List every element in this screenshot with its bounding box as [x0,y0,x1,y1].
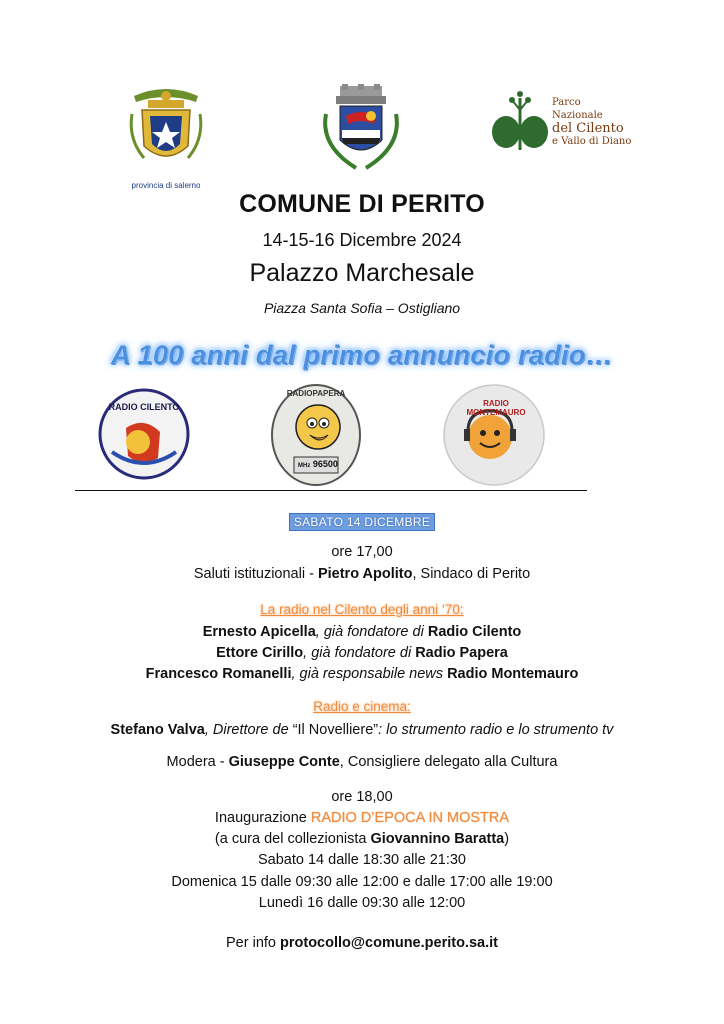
hours-sunday: Domenica 15 dalle 09:30 alle 12:00 e dalle 17:00 alle 19:00 [171,874,553,890]
section-2-heading: Radio e cinema: [313,699,411,714]
speaker-2-name: Ettore Cirillo [216,645,304,661]
speaker-4-desc: : lo strumento radio e lo strumento tv [378,722,614,738]
divider [75,490,587,491]
speaker-1 [0,622,724,642]
radio-papera-badge-icon [270,383,362,487]
day-heading [0,513,724,531]
hours-saturday: Sabato 14 dalle 18:30 alle 21:30 [257,852,466,868]
curator-name: Giovannino Baratta [370,831,505,847]
speaker-1-org: Radio Cilento [427,624,522,640]
speaker-1-name: Ernesto Apicella [202,624,316,640]
curator-suffix: ) [504,831,510,847]
inauguration-prefix: Inaugurazione [214,810,311,826]
radio-montemauro-label: RADIO MONTEMAURO [466,399,526,417]
radio-papera-frequency: 96500 [312,459,338,469]
parco-cilento-logo [490,90,630,160]
greetings-prefix: Saluti istituzionali - [193,566,318,582]
section-1-heading: La radio nel Cilento degli anni ‘70: [260,602,464,617]
speaker-2-role: , già fondatore di [303,645,416,661]
moderator-line [0,752,724,772]
day-badge: SABATO 14 DICEMBRE [289,513,435,531]
speaker-3 [0,664,724,684]
moderator-prefix: Modera - [166,754,229,770]
speaker-3-name: Francesco Romanelli [145,666,292,682]
speaker-4-role: , Direttore de [204,722,293,738]
moderator-name: Giuseppe Conte [228,754,340,770]
event-address: Piazza Santa Sofia – Ostigliano [263,300,461,316]
parco-text-3: e Vallo di Diano [552,136,632,147]
radio-cilento-label: RADIO CILENTO [108,402,180,412]
radio-papera-logo [270,383,362,487]
curator-prefix: (a cura del collezionista [214,831,371,847]
hours-monday: Lunedì 16 dalle 09:30 alle 12:00 [258,895,466,911]
radio-cilento-logo [98,388,190,480]
speaker-3-org: Radio Montemauro [447,666,579,682]
time-1800: ore 18,00 [331,789,393,805]
greetings-line [0,564,724,584]
perito-coat-of-arms-icon [316,84,406,184]
time-1700: ore 17,00 [331,544,393,560]
inauguration-line [0,808,724,828]
parco-text-1: Parco Nazionale [552,97,603,121]
speaker-1-role: , già fondatore di [315,624,428,640]
inauguration-highlight: RADIO D’EPOCA IN MOSTRA [310,810,510,826]
speaker-4-name: Stefano Valva [110,722,205,738]
contact-email[interactable]: protocollo@comune.perito.sa.it [280,935,498,951]
speaker-4 [0,720,724,740]
speaker-2-org: Radio Papera [415,645,508,661]
curator-line [0,829,724,849]
speaker-2 [0,643,724,663]
comune-perito-crest [316,84,406,184]
parco-primula-icon [490,90,550,156]
provincia-crest-icon [126,84,206,174]
contact-prefix: Per info [226,935,281,951]
speaker-3-role: , già responsabile news [291,666,448,682]
contact-line [0,933,724,953]
section-radio-cinema [0,698,724,716]
provincia-caption: provincia di salerno [131,181,201,190]
radio-montemauro-logo [442,383,546,487]
radio-papera-mhz: MHz [298,463,311,469]
provincia-salerno-logo [126,84,206,190]
page-title: COMUNE DI PERITO [239,190,485,218]
anniversary-banner: A 100 anni dal primo annuncio radio… [111,340,613,370]
speaker-4-title: “Il Novelliere” [292,722,379,738]
greetings-suffix: , Sindaco di Perito [412,566,531,582]
event-dates: 14-15-16 Dicembre 2024 [262,230,462,250]
parco-text-2: del Cilento [552,121,624,136]
radio-papera-top-label: RADIOPAPERA [286,389,346,398]
section-radio-cilento-70 [0,601,724,619]
event-venue: Palazzo Marchesale [249,259,475,287]
moderator-suffix: , Consigliere delegato alla Cultura [339,754,558,770]
greetings-name: Pietro Apolito [317,566,413,582]
